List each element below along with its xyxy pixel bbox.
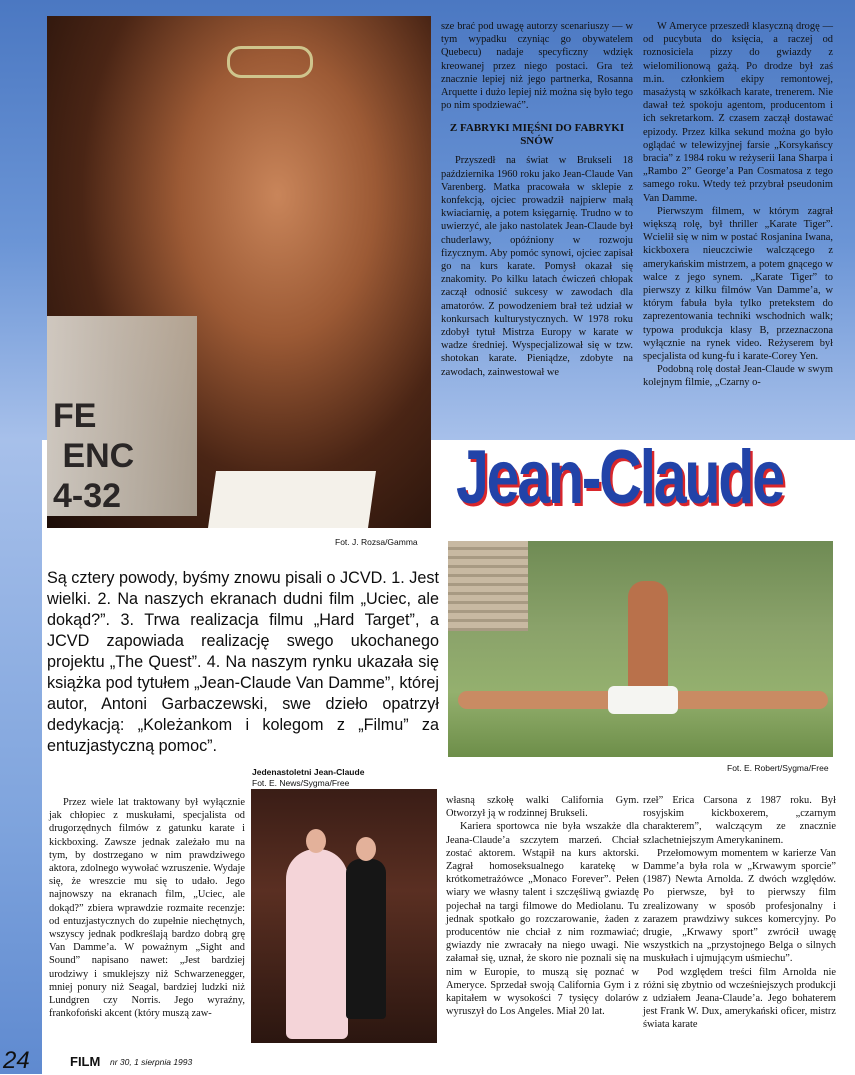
white-shorts [608,686,678,714]
paragraph: własną szkołę walki California Gym. Otworzył ją w rodzinnej Brukseli. [446,795,639,820]
split-photo-credit: Fot. E. Robert/Sygma/Free [727,763,829,773]
paragraph: Przez wiele lat traktowany był wyłącznie jak chłopiec z muskułami, specjalista od drugorzędnych filmów z gatunku karate i kickboxing. Zawsze jednak zależało mu na tym, by dostrzegano w nim prawdziwego aktora, zdolnego wywołać wzruszenie. Wydaje się, że wreszcie mu się to udało. Jego najnowszy na ekranach film, „Uciec, ale dokąd?” zbiera wprawdzie rozmaite recenzje: od entuzjastycznych do zupełnie niechętnych, wszyscy jednak podkreślają bardzo dobrą grę Van Damme’a. W poważnym „Sight and Sound” napisano nawet: „Jest bardziej urodziwy i smuklejszy niż Schwarzenegger, mniej ponury niż Seagal, bardziej ludzki niż Lundgren czy Norris. Jego wyraźny, frankofoński akcent (który muszą zaw- [49,797,245,1020]
girl-face [306,829,326,853]
kids-caption-title: Jedenastoletni Jean-Claude [252,767,365,777]
article-column-3 [49,796,245,1020]
section-subhead: Z FABRYKI MIĘŚNI DO FABRYKI SNÓW [449,122,625,148]
paragraph: Pierwszym filmem, w którym zagrał większą rolę, był thriller „Karate Tiger”. Wcielił się w nim w postać Rosjanina Iwana, kickboxera nieuczciwie walczącego z amerykańskim mistrzem, a potem gnącego w walce z jego synem. „Karate Tiger” to pierwszy z kilku filmów Van Damme’a, w którym fabuła była tylko pretekstem do zaprezentowania techniki wschodnich walk; typowa produkcja klasy B, przeznaczona wyłącznie na rynek video. Reżyserem był specjalista od kung-fu i karate-Corey Yen. [643,205,833,363]
hero-photo [47,16,431,528]
paragraph: Przyszedł na świat w Brukseli 18 października 1960 roku jako Jean-Claude Van Varenberg. Matka pracowała w sklepie z konfekcją, ojciec prowadził najpierw małą kwiaciarnię, a potem księgarnię. Trudno w to uwierzyć, ale jako nastolatek Jean-Claude był chuderlawy, opóźniony w rozwoju fizycznym. Aby pomóc synowi, ojciec zapisał go na kurs karate. Pomysł okazał się znakomity. Po kilku latach ćwiczeń chłopak zaczął odnosić sukcesy w zawodach dla amatorów. Z powodzeniem brał też udział w konkursach kulturystycznych. W 1978 roku zdobył tytuł Mistrza Europy w karate w wadze średniej. Wyspecjalizował się w tzw. shotokan karate. Pieniądze, zdobyte na zawodach, zainwestował we [441,155,633,378]
hero-photo-credit: Fot. J. Rozsa/Gamma [335,537,418,547]
page-number: 24 [3,1047,30,1074]
boy-face [356,837,376,861]
paragraph: Pod względem treści film Arnolda nie różni się zbytnio od wcześniejszych produkcji z udziałem Jeana-Claude’a. Jego bohaterem jest Frank W. Dux, amerykański oficer, mistrz świata karate [643,966,836,1031]
article-column-4 [446,794,639,1018]
sign-lettering: FE ENC 4-32 [53,397,135,515]
kids-photo-credit: Fot. E. News/Sygma/Free [252,778,350,788]
paragraph: W Ameryce przeszedł klasyczną drogę — od pucybuta do księcia, a raczej od roznosiciela pizzy do gwiazdy z wielomilionową gażą. Po drodze był zaś m.in. członkiem ekipy remontowej, masażystą w szkółkach karate, trenerem. Nie dawał też spokoju agentom, producentom i ich sekretarkom. Z czasem zaczął dostawać epizody. Przez kilka sekund można go było oglądać w telewizyjnej farsie „Korsykańscy bracia” z 1984 roku w reżyserii Iana Sharpa i „Rambo 2” George’a Pan Cosmatosa z tego samego roku. Wtedy też przybrał pseudonim Van Damme. [643,21,833,204]
issue-info: nr 30, 1 sierpnia 1993 [110,1057,193,1067]
stairs [448,541,528,631]
boy-in-suit [346,859,386,1019]
magazine-name: FILM [70,1054,101,1069]
sunglasses [227,46,313,78]
article-column-5 [643,794,836,1032]
article-column-1 [441,20,633,379]
blue-side-strip [0,440,42,1074]
kids-photo-caption [252,767,364,789]
white-shorts [208,471,376,528]
paragraph: sze brać pod uwagę autorzy scenariuszy — w tym wypadku czyniąc go obywatelem Quebecu) nadaje specyficzny wdzięk kreowanej przez niego postaci. Gra też znacznie lepiej niż jego partnerka, Rosanna Arquette i dużo lepiej niż można się było tego po nim spodziewać”. [441,21,633,112]
split-photo [448,541,833,757]
torso [628,581,668,701]
paragraph: rzeł” Erica Carsona z 1987 roku. Był rosyjskim kickboxerem, „czarnym charakterem”, walczącym ze znacznie szlachetniejszym Amerykaninem. [643,795,836,846]
paragraph: Kariera sportowca nie była wszakże dla Jeana-Claude’a szczytem marzeń. Chciał zostać aktorem. Wstąpił na kurs aktorski. Zagrał homoseksualnego karatekę w krótkometrażówce „Monaco Forever”. Pełen wiary we własny talent i szczęśliwą gwiazdę pojechał na targi filmowe do Mediolanu. Tu jednak spotkało go rozczarowanie, żaden z producentów nie chciał z nim rozmawiać; gwiazdy nie zwracały na niego uwagi. Nie załamał się, uznał, że skoro nie poznali się na nim w Europie, to muszą się poznać w Ameryce. Sprzedał swoją California Gym i z kapitałem w wysokości 7 tysięcy dolarów wyruszył do Los Angeles. Miał 20 lat. [446,821,639,1018]
headline: Jean-Claude [456,435,783,520]
paragraph: Podobną rolę dostał Jean-Claude w swym kolejnym filmie, „Czarny o- [643,364,833,389]
article-column-2 [643,20,833,390]
girl-in-dress [286,849,348,1039]
paragraph: Przełomowym momentem w karierze Van Damme’a była rola w „Krwawym sporcie” (1987) Newta Arnolda. Z dwóch względów. Po pierwsze, był to pierwszy film zrealizowany w sposób profesjonalny i zarazem prawdziwy sukces komercyjny. Po drugie, „Krwawy sport” zwrócił uwagę wszystkich na „przystojnego Belga o silnych muskułach i ujmującym uśmiechu”. [643,847,836,965]
lead-paragraph: Są cztery powody, byśmy znowu pisali o JCVD. 1. Jest wielki. 2. Na naszych ekranach dudni film „Uciec, ale dokąd?”. 3. Trwa realizacja filmu „Hard Target”, a JCVD zapowiada realizację swego ukochanego projektu „The Quest”. 4. Na naszym rynku ukazała się książka pod tytułem „Jean-Claude Van Damme”, której autor, Antoni Garbaczewski, swe dzieło opatrzył dedykacją: „Koleżankom i kolegom z „Filmu” za entuzjastyczną pomoc”. [47,569,439,755]
childhood-photo [251,789,437,1043]
